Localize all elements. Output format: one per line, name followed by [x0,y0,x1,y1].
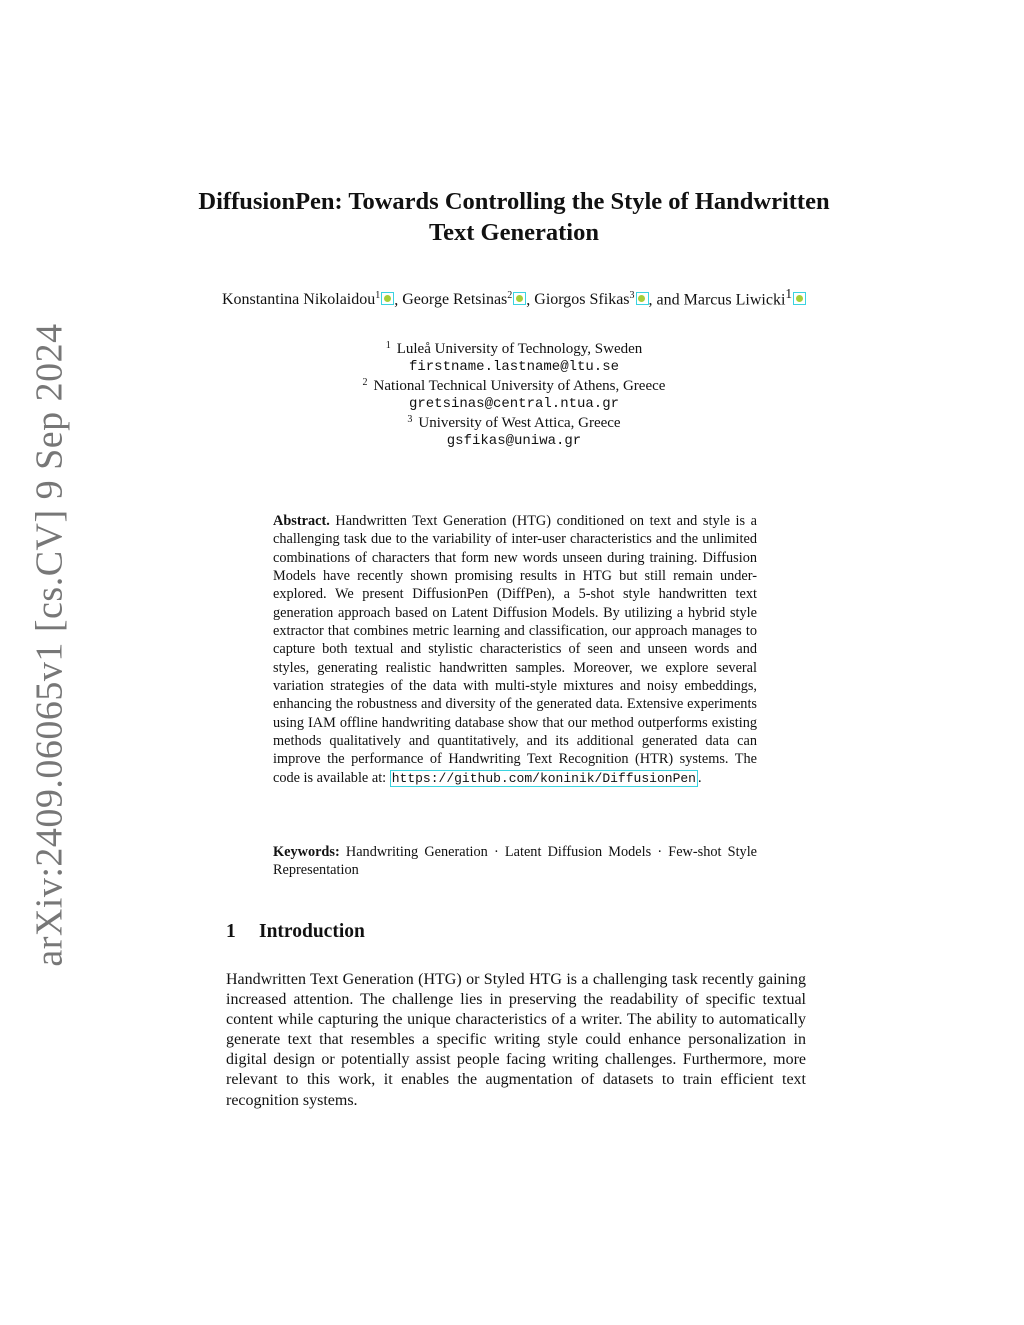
affiliation-list [260,340,768,450]
orcid-icon[interactable] [793,292,806,305]
author-affiliation-mark: 1 [375,290,381,302]
affiliation-email: gsfikas@uniwa.gr [446,433,582,450]
abstract-label: Abstract. [273,513,330,529]
section-heading [226,920,806,944]
author-separator: , [648,291,657,309]
abstract-text: Handwritten Text Generation (HTG) conditioned on text and style is a challenging task due to the variability of inter-user characteristics and the unlimited combinations of characters that form new words unseen during training. Diffusion Models have recently shown promising results in HTG but still remain under-explored. We present DiffusionPen (DiffPen), a 5-shot style handwritten text generation approach based on Latent Diffusion Models. By utilizing a hybrid style extractor that combines metric learning and classification, our approach manages to capture both textual and stylistic characteristics of seen and unseen words and styles, generating realistic handwritten samples. Moreover, we explore several variation strategies of the data with multi-style mixtures and noisy embeddings, enhancing the robustness and diversity of the generated data. Extensive experiments using IAM offline handwriting database show that our method outperforms existing methods qualitatively and quantitatively, and its additional generated data can improve the performance of Handwriting Text Recognition (HTR) systems. The code is available at: [273,513,757,786]
author-affiliation-mark: 3 [629,290,635,302]
author [534,291,648,308]
author [402,291,526,308]
author-name: Konstantina Nikolaidou [221,291,376,309]
affiliation [260,340,768,358]
code-repository-link[interactable]: https://github.com/koninik/DiffusionPen [391,770,696,786]
affiliation-mark: 2 [362,376,368,388]
abstract-end: . [697,769,702,786]
affiliation-mark: 3 [407,413,413,425]
section-title: Introduction [259,921,365,942]
author-separator: , [394,291,403,309]
author-name: George Retsinas [402,291,508,309]
author-name: Giorgos Sfikas [534,291,630,309]
affiliation [260,377,768,395]
author-affiliation-mark: 2 [507,290,513,302]
affiliation-mark: 1 [385,340,391,351]
affiliation-name: Luleå University of Technology, Sweden [396,341,643,357]
orcid-icon[interactable] [513,292,526,305]
keywords [273,843,757,880]
orcid-icon[interactable] [381,292,394,305]
arxiv-identifier: arXiv:2409.06065v1 [cs.CV] 9 Sep 2024 [29,323,71,967]
affiliation-email: firstname.lastname@ltu.se [408,359,620,376]
affiliation [260,414,768,432]
abstract [273,512,757,788]
affiliation-name: University of West Attica, Greece [418,414,621,431]
keywords-label: Keywords: [273,844,340,860]
affiliation-name: National Technical University of Athens, Greece [373,377,666,394]
affiliation-email: gretsinas@central.ntua.gr [408,396,620,413]
author-list [200,284,828,310]
introduction-paragraph: Handwritten Text Generation (HTG) or Styled HTG is a challenging task recently gaining increased attention. The challenge lies in preserving the readability of specific textual content while capturing the unique characteristics of a writer. The ability to automatically generate text that resembles a specific writing style could enhance personalization in digital design or potentially assist people facing writing challenges. Furthermore, more relevant to this work, it enables the augmentation of datasets to train efficient text recognition systems. [226,971,806,1109]
author-name: and Marcus Liwicki [656,291,786,309]
keywords-text: Handwriting Generation · Latent Diffusion Models · Few-shot Style Representation [273,844,758,879]
section-number: 1 [226,921,236,942]
arxiv-sidebar-stamp [24,323,76,967]
author [222,291,394,308]
author-separator: , [526,291,535,309]
paper-title: DiffusionPen: Towards Controlling the Style of Handwritten Text Generation [198,188,830,246]
author-affiliation-mark: 1 [785,286,793,301]
orcid-icon[interactable] [636,292,649,305]
